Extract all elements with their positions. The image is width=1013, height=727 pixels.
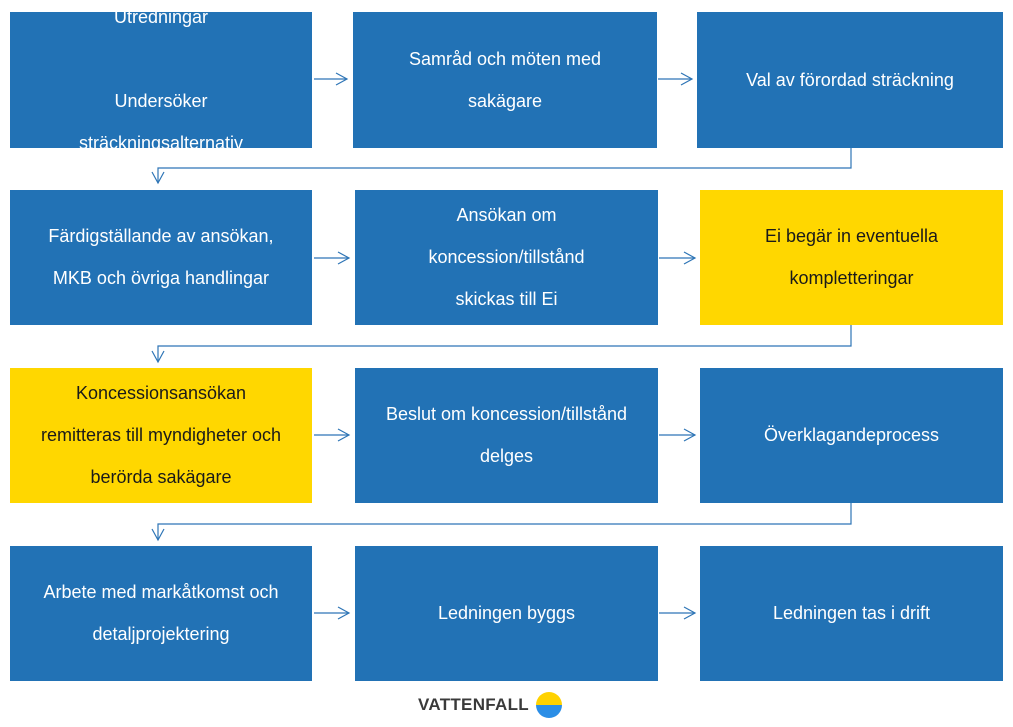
step-line: remitteras till myndigheter och [40, 425, 282, 445]
step-line: skickas till Ei [455, 289, 558, 309]
step-line: Koncessionsansökan [75, 383, 247, 403]
step-byggs [355, 546, 658, 681]
step-line: delges [479, 446, 534, 466]
step-line: Ei begär in eventuella [764, 226, 939, 246]
step-line: Arbete med markåtkomst och [43, 582, 279, 602]
step-line: koncession/tillstånd [428, 247, 585, 267]
step-utredningar [10, 6, 312, 153]
step-line: Utredningar [113, 6, 209, 27]
step-line: sakägare [467, 90, 543, 111]
step-line [79, 49, 243, 70]
step-line: Val av förordad sträckning [746, 69, 954, 90]
step-line: berörda sakägare [90, 467, 232, 487]
step-remitteras [10, 368, 312, 503]
step-overklagande [700, 368, 1003, 503]
step-line: Beslut om koncession/tillstånd [385, 404, 628, 424]
step-ansokan [355, 190, 658, 325]
step-line: Färdigställande av ansökan, [48, 226, 274, 246]
step-val [697, 12, 1003, 148]
step-markatkomst [10, 546, 312, 681]
step-line: kompletteringar [789, 268, 914, 288]
step-line: Ledningen tas i drift [772, 603, 931, 623]
step-ei-begar [700, 190, 1003, 325]
step-line: Undersöker [114, 90, 208, 111]
step-line: detaljprojektering [92, 624, 230, 644]
step-samrad [353, 12, 657, 148]
step-fardigstallande [10, 190, 312, 325]
step-line: Överklagandeprocess [763, 425, 940, 445]
step-line: MKB och övriga handlingar [52, 268, 270, 288]
step-drift [700, 546, 1003, 681]
step-line: Ledningen byggs [437, 603, 576, 623]
step-beslut [355, 368, 658, 503]
arrow-connector [158, 148, 851, 183]
step-line: Ansökan om [456, 205, 557, 225]
logo-text: VATTENFALL [418, 695, 529, 714]
step-line: sträckningsalternativ [78, 132, 244, 153]
vattenfall-logo [418, 690, 564, 720]
step-line: Samråd och möten med [408, 48, 602, 69]
vattenfall-logo-icon [534, 690, 564, 720]
